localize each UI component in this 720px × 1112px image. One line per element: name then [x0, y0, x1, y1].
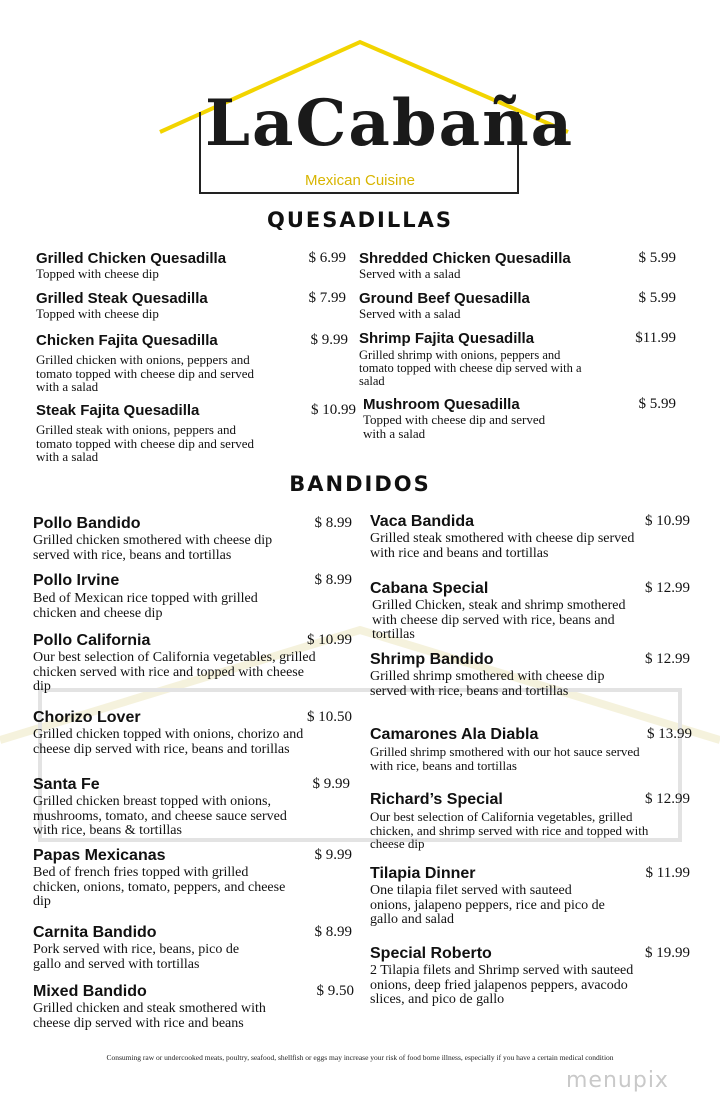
menu-item-price: $ 12.99 — [645, 580, 690, 596]
menu-item-price: $11.99 — [635, 330, 676, 346]
menu-item-desc: Topped with cheese dip — [36, 306, 159, 321]
menu-item-price: $ 10.99 — [307, 632, 352, 648]
menu-item-desc: Grilled Chicken, steak and shrimp smothered with cheese dip served with rice, beans and tortillas — [372, 598, 626, 643]
menu-item-price: $ 10.99 — [645, 513, 690, 529]
menupix-watermark: menupix — [566, 1068, 669, 1093]
brand-name: LaCabaña — [205, 86, 575, 161]
menu-item-desc: Grilled shrimp smothered with our hot sauce served with rice, beans and tortillas — [370, 744, 640, 773]
menu-item-name: Mushroom Quesadilla — [363, 396, 520, 413]
menu-item-name: Cabana Special — [370, 580, 489, 597]
menu-item-name: Mixed Bandido — [33, 983, 147, 1000]
menu-item-price: $ 8.99 — [314, 572, 352, 588]
menu-item-name: Tilapia Dinner — [370, 865, 476, 882]
menu-item-name: Grilled Steak Quesadilla — [36, 290, 208, 307]
menu-item-desc: One tilapia filet served with sauteed onions, jalapeno peppers, rice and pico de gallo and salad — [370, 883, 605, 928]
menu-item-price: $ 9.99 — [312, 776, 350, 792]
menu-item-desc: 2 Tilapia filets and Shrimp served with sauteed onions, deep fried jalapenos peppers, avacodo slices, and pico de gallo — [370, 963, 634, 1008]
menu-item-desc: Bed of Mexican rice topped with grilled chicken and cheese dip — [33, 591, 258, 621]
menu-item-desc: Served with a salad — [359, 266, 461, 281]
menu-item-name: Camarones Ala Diabla — [370, 726, 539, 743]
menu-item-price: $ 5.99 — [638, 396, 676, 412]
menu-item-desc: Grilled steak smothered with cheese dip served with rice and beans and tortillas — [370, 531, 635, 561]
menu-item-price: $ 10.99 — [311, 402, 356, 418]
menu-item-name: Chicken Fajita Quesadilla — [36, 332, 218, 349]
menu-item-name: Ground Beef Quesadilla — [359, 290, 530, 307]
menu-item-price: $ 9.99 — [314, 847, 352, 863]
menu-item-price: $ 8.99 — [314, 924, 352, 940]
menu-item-desc: Bed of french fries topped with grilled chicken, onions, tomato, peppers, and cheese dip — [33, 865, 286, 910]
menu-item-price: $ 5.99 — [638, 250, 676, 266]
menu-item-desc: Grilled shrimp with onions, peppers and tomato topped with cheese dip served with a salad — [359, 348, 582, 388]
menu-item-name: Chorizo Lover — [33, 709, 141, 726]
menu-item-desc: Grilled chicken topped with onions, chorizo and cheese dip served with rice, beans and torillas — [33, 727, 304, 757]
menu-item-desc: Topped with cheese dip and served with a salad — [363, 412, 546, 441]
menu-item-desc: Pork served with rice, beans, pico de gallo and served with tortillas — [33, 942, 240, 972]
menu-item-price: $ 7.99 — [308, 290, 346, 306]
menu-item-price: $ 13.99 — [647, 726, 692, 742]
menu-item-name: Special Roberto — [370, 945, 492, 962]
menu-item-price: $ 9.99 — [310, 332, 348, 348]
menu-item-name: Shrimp Bandido — [370, 651, 494, 668]
menu-item-desc: Topped with cheese dip — [36, 266, 159, 281]
menu-item-name: Pollo Irvine — [33, 572, 120, 589]
section-title-quesadillas: QUESADILLAS — [266, 208, 453, 232]
menu-item-name: Pollo California — [33, 632, 151, 649]
menu-item-name: Richard’s Special — [370, 791, 503, 808]
menu-item-name: Shrimp Fajita Quesadilla — [359, 330, 535, 347]
brand-tagline: Mexican Cuisine — [304, 172, 416, 189]
section-title-bandidos: BANDIDOS — [289, 472, 431, 496]
menu-item-desc: Grilled chicken and steak smothered with cheese dip served with rice and beans — [33, 1001, 266, 1031]
menu-item-desc: Grilled steak with onions, peppers and tomato topped with cheese dip and served with a salad — [36, 422, 255, 465]
menu-item-desc: Served with a salad — [359, 306, 461, 321]
menu-item-desc: Grilled shrimp smothered with cheese dip served with rice, beans and tortillas — [370, 669, 605, 699]
menu-item-desc: Our best selection of California vegetables, grilled chicken served with rice and topped with cheese dip — [33, 650, 316, 695]
menu-item-desc: Grilled chicken smothered with cheese dip served with rice, beans and tortillas — [33, 533, 273, 563]
menu-item-desc: Our best selection of California vegetables, grilled chicken, and shrimp served with rice and topped with cheese dip — [370, 809, 649, 852]
menu-item-name: Santa Fe — [33, 776, 100, 793]
menu-item-price: $ 19.99 — [645, 945, 690, 961]
menu-item-name: Vaca Bandida — [370, 513, 475, 530]
menu-item-name: Grilled Chicken Quesadilla — [36, 250, 227, 267]
menu-item-price: $ 10.50 — [307, 709, 352, 725]
menu-item-price: $ 8.99 — [314, 515, 352, 531]
menu-item-name: Shredded Chicken Quesadilla — [359, 250, 571, 267]
menu-item-price: $ 12.99 — [645, 791, 690, 807]
menu-item-desc: Grilled chicken with onions, peppers and tomato topped with cheese dip and served with a salad — [36, 352, 255, 395]
menu-item-price: $ 11.99 — [645, 865, 690, 881]
menu-item-price: $ 5.99 — [638, 290, 676, 306]
menu-item-price: $ 6.99 — [308, 250, 346, 266]
menu-item-name: Steak Fajita Quesadilla — [36, 402, 200, 419]
food-safety-disclaimer: Consuming raw or undercooked meats, poultry, seafood, shellfish or eggs may increase your risk of food borne illness, especially if you have a certain medical condition — [106, 1053, 614, 1062]
menu-item-price: $ 9.50 — [316, 983, 354, 999]
menu-item-name: Pollo Bandido — [33, 515, 141, 532]
menu-item-price: $ 12.99 — [645, 651, 690, 667]
menu-item-name: Carnita Bandido — [33, 924, 157, 941]
menu-item-desc: Grilled chicken breast topped with onions, mushrooms, tomato, and cheese sauce served with rice, beans & tortillas — [33, 794, 287, 839]
menu-item-name: Papas Mexicanas — [33, 847, 166, 864]
